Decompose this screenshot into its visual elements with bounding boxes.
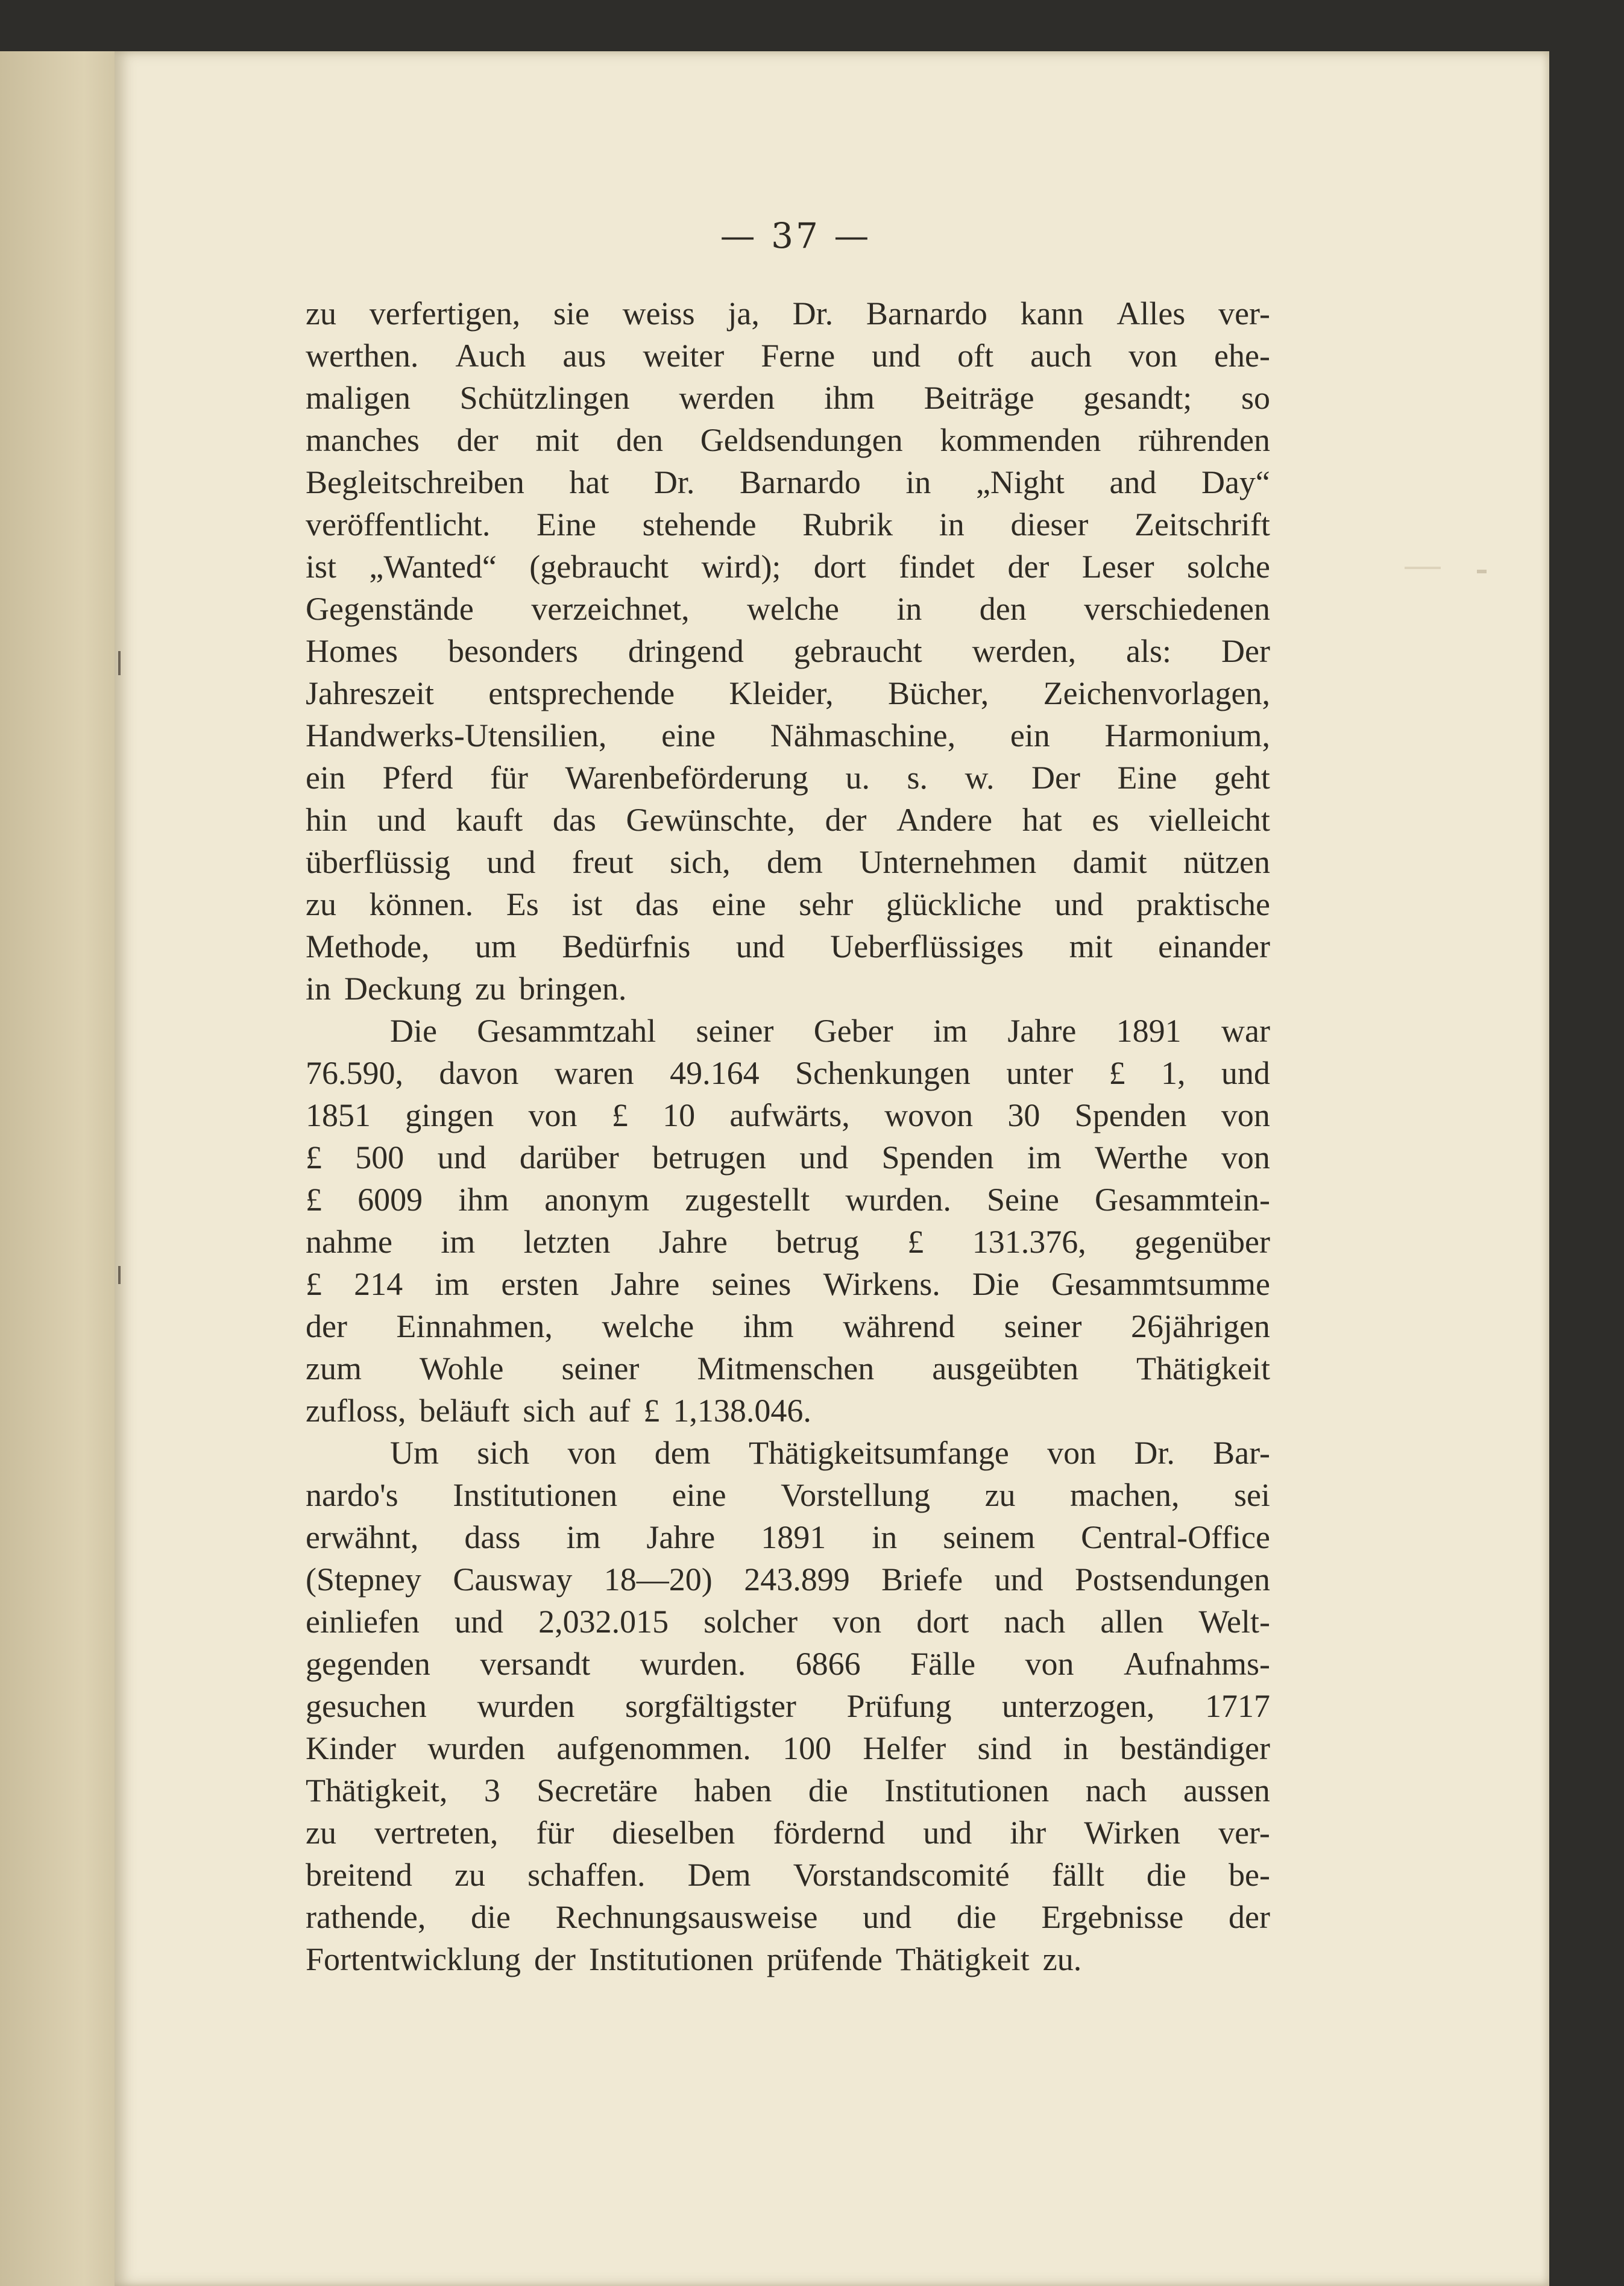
text-line: Jahreszeit entsprechende Kleider, Bücher, Zeichenvorlagen, [306, 675, 1270, 711]
text-line: ist „Wanted“ (gebraucht wird); dort findet der Leser solche [306, 549, 1270, 585]
text-line: veröffentlicht. Eine stehende Rubrik in dieser Zeitschrift [306, 506, 1270, 543]
paper-speck [1405, 567, 1441, 569]
text-line: werthen. Auch aus weiter Ferne und oft auch von ehe- [306, 338, 1270, 374]
text-line: Um sich von dem Thätigkeitsumfange von Dr. Bar- [390, 1435, 1270, 1471]
text-line: zu können. Es ist das eine sehr glückliche und praktische [306, 886, 1270, 922]
text-line: Die Gesammtzahl seiner Geber im Jahre 1891 war [390, 1013, 1270, 1049]
text-line: ein Pferd für Warenbeförderung u. s. w. Der Eine geht [306, 760, 1270, 796]
body-text [306, 292, 1270, 1980]
text-line: £ 214 im ersten Jahre seines Wirkens. Die Gesammtsumme [306, 1266, 1270, 1302]
text-line: Fortentwicklung der Institutionen prüfende Thätigkeit zu. [306, 1941, 1082, 1977]
text-line: überflüssig und freut sich, dem Unternehmen damit nützen [306, 844, 1270, 880]
page-number: — 37 — [720, 215, 872, 256]
text-line: in Deckung zu bringen. [306, 971, 627, 1007]
text-line: nardo's Institutionen eine Vorstellung zu machen, sei [306, 1477, 1270, 1513]
text-line: 76.590, davon waren 49.164 Schenkungen unter £ 1, und [306, 1055, 1270, 1091]
text-line: Kinder wurden aufgenommen. 100 Helfer sind in beständiger [306, 1730, 1270, 1766]
text-line: der Einnahmen, welche ihm während seiner 26jährigen [306, 1308, 1270, 1344]
text-line: nahme im letzten Jahre betrug £ 131.376, gegenüber [306, 1224, 1270, 1260]
text-line: gegenden versandt wurden. 6866 Fälle von Aufnahms- [306, 1646, 1270, 1682]
text-line: 1851 gingen von £ 10 aufwärts, wovon 30 Spenden von [306, 1097, 1270, 1133]
text-line: breitend zu schaffen. Dem Vorstandscomité fällt die be- [306, 1857, 1270, 1893]
text-line: maligen Schützlingen werden ihm Beiträge gesandt; so [306, 380, 1270, 416]
text-line: hin und kauft das Gewünschte, der Andere hat es vielleicht [306, 802, 1270, 838]
text-line: einliefen und 2,032.015 solcher von dort nach allen Welt- [306, 1604, 1270, 1640]
text-line: zu vertreten, für dieselben fördernd und ihr Wirken ver- [306, 1815, 1270, 1851]
text-line: £ 6009 ihm anonym zugestellt wurden. Seine Gesammtein- [306, 1182, 1270, 1218]
left-page-edge [0, 51, 122, 2286]
book-page [115, 51, 1549, 2286]
text-line: gesuchen wurden sorgfältigster Prüfung unterzogen, 1717 [306, 1688, 1270, 1724]
text-line: Begleitschreiben hat Dr. Barnardo in „Night and Day“ [306, 464, 1270, 500]
text-line: Gegenstände verzeichnet, welche in den verschiedenen [306, 591, 1270, 627]
gutter-mark [118, 1266, 121, 1284]
text-line: (Stepney Causway 18—20) 243.899 Briefe und Postsendungen [306, 1561, 1270, 1598]
text-line: manches der mit den Geldsendungen kommenden rührenden [306, 422, 1270, 458]
text-line: zum Wohle seiner Mitmenschen ausgeübten Thätigkeit [306, 1350, 1270, 1387]
text-line: £ 500 und darüber betrugen und Spenden im Werthe von [306, 1139, 1270, 1176]
paper-speck [1477, 570, 1487, 573]
text-line: erwähnt, dass im Jahre 1891 in seinem Central-Office [306, 1519, 1270, 1555]
text-line: zu verfertigen, sie weiss ja, Dr. Barnardo kann Alles ver- [306, 295, 1270, 332]
text-line: Thätigkeit, 3 Secretäre haben die Institutionen nach aussen [306, 1772, 1270, 1809]
text-line: zufloss, beläuft sich auf £ 1,138.046. [306, 1393, 811, 1429]
text-line: Methode, um Bedürfnis und Ueberflüssiges mit einander [306, 928, 1270, 965]
gutter-mark [118, 651, 121, 675]
text-line: Handwerks-Utensilien, eine Nähmaschine, ein Harmonium, [306, 717, 1270, 754]
text-line: Homes besonders dringend gebraucht werden, als: Der [306, 633, 1270, 669]
text-line: rathende, die Rechnungsausweise und die Ergebnisse der [306, 1899, 1270, 1935]
